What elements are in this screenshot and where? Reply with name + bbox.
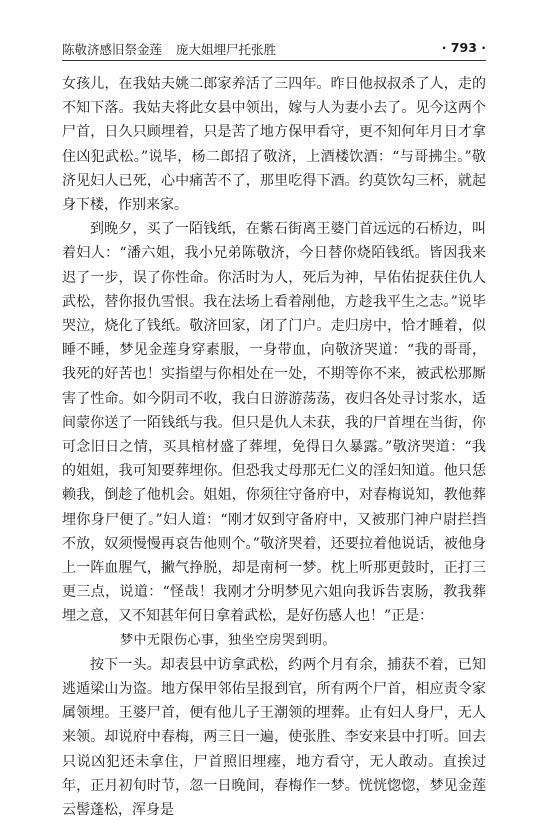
chapter-title: [62, 40, 276, 58]
paragraph-2: 到晚夕，买了一陌钱纸，在紫石街离王婆门首远远的石桥边，叫着妇人：“潘六姐，我小兄弟陈敬济，今日替你烧陌钱纸。皆因我来迟了一步，误了你性命。你活时为人，死后为神，早佑佑捉获住仇人武松，替你报仇雪恨。我在法场上看着剐他，方趁我平生之志。”说毕哭泣，烧化了钱纸。敬济回家，闭了门户。走归房中，恰才睡着，似睡不睡，梦见金莲身穿素服，一身带血，向敬济哭道：“我的哥哥，我死的好苦也！实指望与你相处在一处，不期等你不来，被武松那厮害了性命。如今阴司不收，我白日游游荡荡，夜归各处寻讨浆水，适间蒙你送了一陌钱纸与我。但只是仇人未获，我的尸首埋在当街，你可念旧日之情，买具棺材盛了葬埋，免得日久暴露。”敬济哭道：“我的姐姐，我可知要葬埋你。但恐我丈母那无仁义的淫妇知道。他只恁赖我，倒趁了他机会。姐姐，你须往守备府中，对春梅说知，教他葬埋你身尸便了。”妇人道：“刚才奴到守备府中，又被那门神户尉拦挡不放，奴须慢慢再哀告他则个。”敬济哭着，还要拉着他说话，被他身上一阵血腥气，撇气挣脱，却是南柯一梦。枕上听那更鼓时，正打三更三点，说道：“怪哉！我刚才分明梦见六姐向我诉告衷肠，教我葬埋之意，又不知甚年何日拿着武松，是好伤感人也！”正是：: [62, 221, 486, 625]
running-header: [62, 38, 486, 61]
poem-line: 梦中无限伤心事，独坐空房哭到明。: [120, 632, 337, 648]
page-body: [62, 72, 486, 822]
chapter-title-right: 庞大姐埋尸托张胜: [176, 42, 277, 57]
paragraph-1: 女孩儿，在我姑夫姚二郎家养活了三四年。昨日他叔叔杀了人，走的不知下落。我姑夫将此女县中领出，嫁与人为妻小去了。见今这两个尸首，日久只顾埋着，只是苦了地方保甲看守，更不知何年月日才拿住凶犯武松。”说毕，杨二郎招了敬济，上酒楼饮酒：“与哥拂尘。”敬济见妇人已死，心中痛苦不了，那里吃得下酒。约莫饮勾三杯，就起身下楼，作别来家。: [62, 76, 486, 214]
paragraph-3: 按下一头。却表县中访拿武松，约两个月有余，捕获不着，已知逃遁梁山为盗。地方保甲邻佑呈报到官，所有两个尸首，相应责令家属领埋。王婆尸首，便有他儿子王潮领的埋葬。止有妇人身尸，无人来领。却说府中春梅，两三日一遍，使张胜、李安来县中打听。回去只说凶犯还未拿住，尸首照旧埋瘗，地方看守，无人敢动。直挨过年，正月初旬时节，忽一日晚间，春梅作一梦。恍恍惚惚，梦见金莲云髻蓬松，浑身是: [62, 656, 486, 819]
page-number: · 793 ·: [441, 40, 486, 55]
chapter-title-left: 陈敬济感旧祭金莲: [62, 42, 163, 57]
